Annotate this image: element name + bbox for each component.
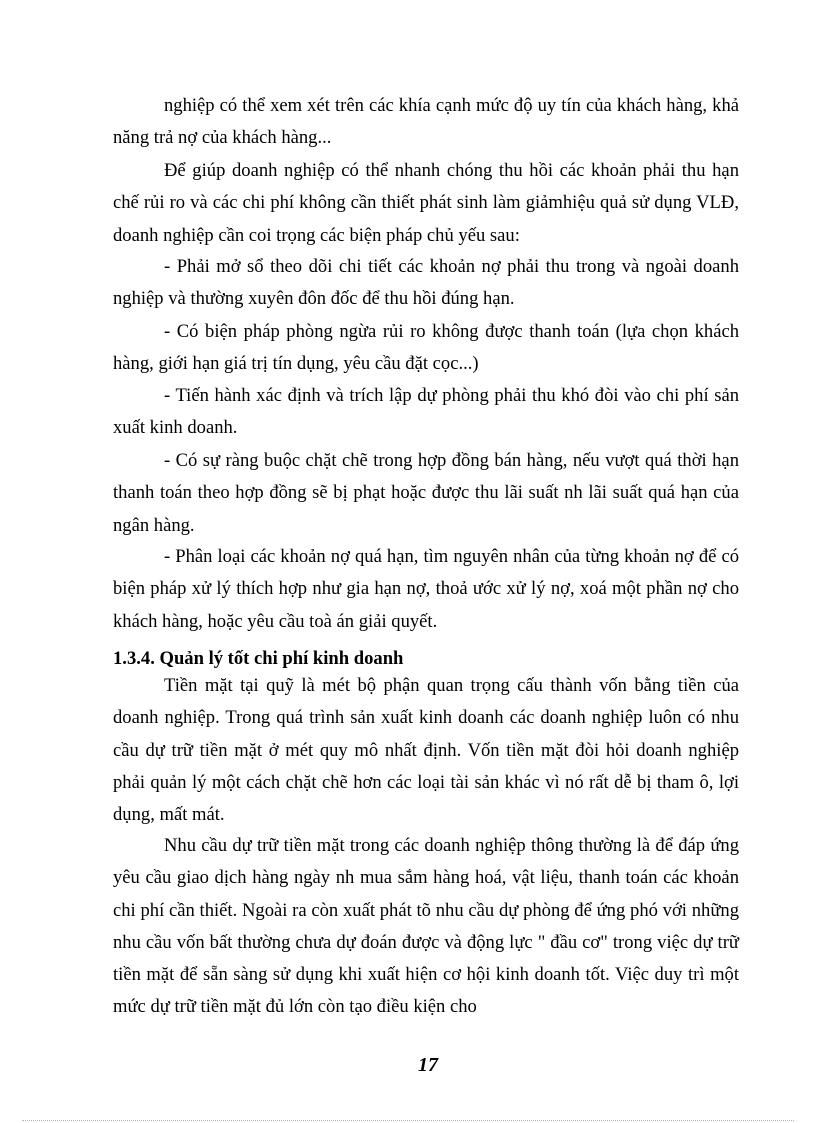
paragraph-cash-fund: Tiền mặt tại quỹ là mét bộ phận quan trọng cấu thành vốn bằng tiền của doanh nghiệp. Trong quá trình sản xuất kinh doanh các doanh nghiệp luôn có nhu cầu dự trữ tiền mặt ở mét quy mô nhất định. Vốn tiền mặt đòi hỏi doanh nghiệp phải quản lý một cách chặt chẽ hơn các loại tài sản khác vì nó rất dễ bị tham ô, lợi dụng, mất mát. [113, 675, 739, 826]
bullet-overdue-classification: - Phân loại các khoản nợ quá hạn, tìm nguyên nhân của từng khoản nợ để có biện pháp xử lý thích hợp như gia hạn nợ, thoả ước xử lý nợ, xoá một phần nợ cho khách hàng, hoặc yêu cầu toà án giải quyết. [113, 546, 739, 632]
footer-divider [22, 1120, 794, 1121]
page-number: 17 [418, 1054, 438, 1076]
paragraph-continuation: nghiệp có thể xem xét trên các khía cạnh mức độ uy tín của khách hàng, khả năng trả nợ của khách hàng... [113, 95, 739, 149]
section-heading: 1.3.4. Quản lý tốt chi phí kinh doanh [113, 648, 404, 669]
bullet-risk-prevention: - Có biện pháp phòng ngừa rủi ro không được thanh toán (lựa chọn khách hàng, giới hạn giá trị tín dụng, yêu cầu đặt cọc...) [113, 321, 739, 375]
bullet-contract-binding: - Có sự ràng buộc chặt chẽ trong hợp đồng bán hàng, nếu vượt quá thời hạn thanh toán theo hợp đồng sẽ bị phạt hoặc được thu lãi suất nh lãi suất quá hạn của ngân hàng. [113, 450, 739, 536]
bullet-provision: - Tiến hành xác định và trích lập dự phòng phải thu khó đòi vào chi phí sản xuất kinh doanh. [113, 385, 739, 439]
paragraph-cash-demand: Nhu cầu dự trữ tiền mặt trong các doanh nghiệp thông thường là để đáp ứng yêu cầu giao dịch hàng ngày nh mua sắm hàng hoá, vật liệu, thanh toán các khoản chi phí cần thiết. Ngoài ra còn xuất phát tõ nhu cầu dự phòng để ứng phó với những nhu cầu vốn bất thường chưa dự đoán được và động lực " đầu cơ" trong việc dự trữ tiền mặt để sẵn sàng sử dụng khi xuất hiện cơ hội kinh doanh tốt. Việc duy trì một mức dự trữ tiền mặt đủ lớn còn tạo điều kiện cho [113, 835, 739, 1018]
paragraph-intro-measures: Để giúp doanh nghiệp có thể nhanh chóng thu hồi các khoản phải thu hạn chế rủi ro và các chi phí không cần thiết phát sinh làm giảmhiệu quả sử dụng VLĐ, doanh nghiệp cần coi trọng các biện pháp chủ yếu sau: [113, 160, 739, 246]
bullet-open-ledger: - Phải mở sổ theo dõi chi tiết các khoản nợ phải thu trong và ngoài doanh nghiệp và thường xuyên đôn đốc để thu hồi đúng hạn. [113, 256, 739, 310]
